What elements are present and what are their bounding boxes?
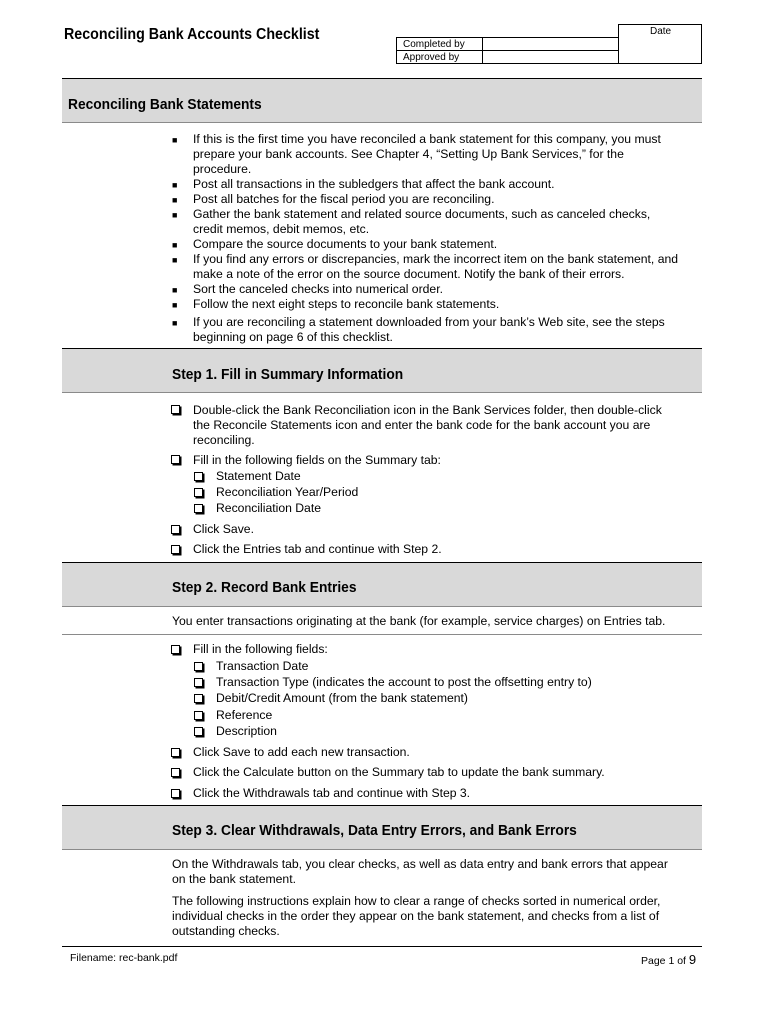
step3-paragraph: On the Withdrawals tab, you clear checks, as well as data entry and bank errors that appear <box>172 857 668 871</box>
bullet-marker: ■ <box>172 180 178 190</box>
step3-paragraph: on the bank statement. <box>172 872 296 886</box>
checklist-item: Click Save to add each new transaction. <box>193 745 410 759</box>
bullet-marker: ■ <box>172 240 178 250</box>
approved-by-field[interactable] <box>482 50 619 64</box>
completed-by-field[interactable] <box>482 37 619 51</box>
page-prefix: Page 1 of <box>641 955 689 967</box>
checklist-subitem: Description <box>216 724 277 738</box>
checkbox-icon[interactable] <box>194 662 203 671</box>
approved-by-label: Approved by <box>403 52 460 63</box>
checklist-subitem: Debit/Credit Amount (from the bank statement) <box>216 691 468 705</box>
checklist-subitem: Statement Date <box>216 469 301 483</box>
date-label: Date <box>650 26 672 37</box>
step3-paragraph: The following instructions explain how to clear a range of checks sorted in numerical order, <box>172 894 661 908</box>
checkbox-icon[interactable] <box>171 405 180 414</box>
checklist-item: the Reconcile Statements icon and enter the bank code for the bank account you are <box>193 418 651 432</box>
footer-rule <box>62 946 702 947</box>
completed-by-label: Completed by <box>403 39 465 50</box>
checklist-item: Click Save. <box>193 522 254 536</box>
list-item: prepare your bank accounts. See Chapter 4, “Setting Up Bank Services,” for the <box>193 147 624 161</box>
bullet-marker: ■ <box>172 285 178 295</box>
section-rule <box>62 392 702 393</box>
checkbox-icon[interactable] <box>171 525 180 534</box>
section-rule <box>62 634 702 635</box>
checklist-item: Click the Withdrawals tab and continue with Step 3. <box>193 786 471 800</box>
bullet-marker: ■ <box>172 195 178 205</box>
bullet-marker: ■ <box>172 210 178 220</box>
checklist-item: Fill in the following fields: <box>193 642 328 656</box>
step2-intro: You enter transactions originating at the bank (for example, service charges) on Entries tab. <box>172 614 666 628</box>
checkbox-icon[interactable] <box>171 545 180 554</box>
checklist-subitem: Reconciliation Year/Period <box>216 485 359 499</box>
checkbox-icon[interactable] <box>194 678 203 687</box>
bullet-marker: ■ <box>172 300 178 310</box>
checklist-subitem: Reference <box>216 708 273 722</box>
step2-title: Step 2. Record Bank Entries <box>172 580 357 596</box>
list-item: If this is the first time you have reconciled a bank statement for this company, you must <box>193 132 661 146</box>
checklist-item: Double-click the Bank Reconciliation icon in the Bank Services folder, then double-click <box>193 403 662 417</box>
footer-filename: Filename: rec-bank.pdf <box>70 952 178 964</box>
step3-paragraph: outstanding checks. <box>172 924 280 938</box>
list-item: beginning on page 6 of this checklist. <box>193 330 393 344</box>
checkbox-icon[interactable] <box>171 455 180 464</box>
bullet-marker: ■ <box>172 135 178 145</box>
checklist-item: Click the Calculate button on the Summary tab to update the bank summary. <box>193 765 605 779</box>
checklist-item: reconciling. <box>193 433 255 447</box>
list-item: credit memos, debit memos, etc. <box>193 222 370 236</box>
list-item: Sort the canceled checks into numerical order. <box>193 282 443 296</box>
list-item: Gather the bank statement and related source documents, such as canceled checks, <box>193 207 651 221</box>
list-item: Post all batches for the fiscal period you are reconciling. <box>193 192 495 206</box>
checklist-subitem: Transaction Date <box>216 659 309 673</box>
step3-paragraph: individual checks in the order they appear on the bank statement, and checks from a list of <box>172 909 660 923</box>
section-rule <box>62 606 702 607</box>
list-item: If you are reconciling a statement downloaded from your bank’s Web site, see the steps <box>193 315 665 329</box>
checklist-item: Fill in the following fields on the Summary tab: <box>193 453 441 467</box>
completed-by-label-cell <box>396 37 483 51</box>
checkbox-icon[interactable] <box>194 711 203 720</box>
signoff-table <box>396 24 702 64</box>
bullet-marker: ■ <box>172 255 178 265</box>
checkbox-icon[interactable] <box>194 694 203 703</box>
list-item: procedure. <box>193 162 252 176</box>
list-item: Compare the source documents to your bank statement. <box>193 237 498 251</box>
checkbox-icon[interactable] <box>171 645 180 654</box>
date-column <box>618 24 702 64</box>
checklist-subitem: Reconciliation Date <box>216 501 322 515</box>
checklist-subitem: Transaction Type (indicates the account to post the offsetting entry to) <box>216 675 592 689</box>
intro-section-title: Reconciling Bank Statements <box>68 97 262 113</box>
checkbox-icon[interactable] <box>194 488 203 497</box>
page-total: 9 <box>688 952 697 967</box>
list-item: Follow the next eight steps to reconcile bank statements. <box>193 297 500 311</box>
step2-band <box>62 562 702 607</box>
step3-title: Step 3. Clear Withdrawals, Data Entry Errors, and Bank Errors <box>172 823 577 839</box>
step1-title: Step 1. Fill in Summary Information <box>172 367 404 383</box>
checkbox-icon[interactable] <box>171 768 180 777</box>
list-item: make a note of the error on the source document. Notify the bank of their errors. <box>193 267 625 281</box>
checkbox-icon[interactable] <box>194 472 203 481</box>
list-item: If you find any errors or discrepancies, mark the incorrect item on the bank statement, and <box>193 252 679 266</box>
approved-by-label-cell <box>396 50 483 64</box>
checkbox-icon[interactable] <box>171 789 180 798</box>
bullet-marker: ■ <box>172 318 178 328</box>
footer-page-number <box>641 952 696 967</box>
checkbox-icon[interactable] <box>194 504 203 513</box>
document-title: Reconciling Bank Accounts Checklist <box>64 26 320 43</box>
section-rule <box>62 849 702 850</box>
section-rule <box>62 122 702 123</box>
checkbox-icon[interactable] <box>194 727 203 736</box>
list-item: Post all transactions in the subledgers that affect the bank account. <box>193 177 555 191</box>
checklist-item: Click the Entries tab and continue with Step 2. <box>193 542 442 556</box>
checkbox-icon[interactable] <box>171 748 180 757</box>
